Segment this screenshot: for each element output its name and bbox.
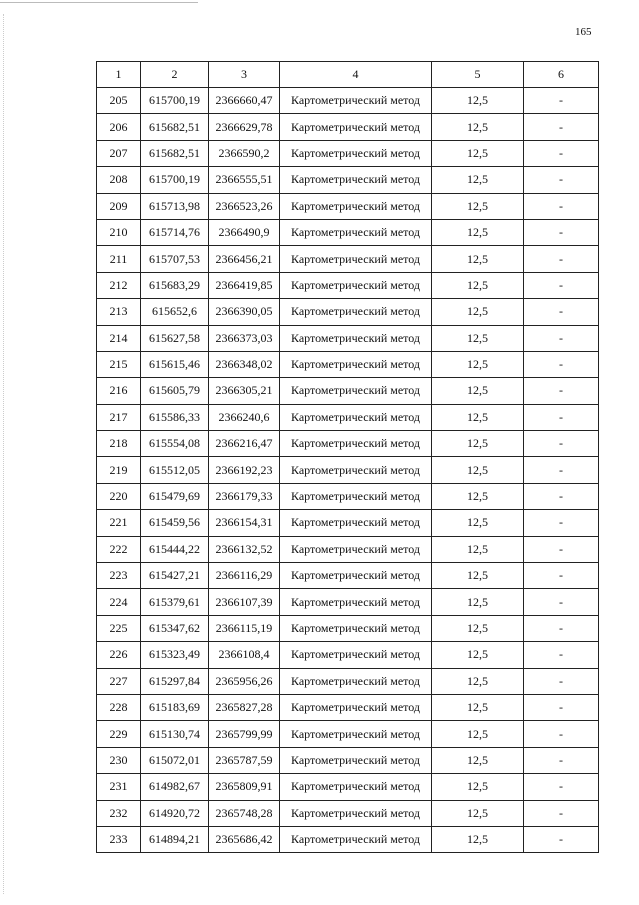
method-cell: Картометрический метод	[280, 510, 432, 536]
x-coordinate-cell: 615072,01	[141, 747, 209, 773]
column-header: 4	[280, 62, 432, 88]
table-row	[97, 642, 599, 668]
note-cell: -	[524, 721, 599, 747]
accuracy-cell: 12,5	[432, 747, 524, 773]
x-coordinate-cell: 615682,51	[141, 140, 209, 166]
accuracy-cell: 12,5	[432, 431, 524, 457]
x-coordinate-cell: 615347,62	[141, 615, 209, 641]
method-cell: Картометрический метод	[280, 299, 432, 325]
table-row	[97, 774, 599, 800]
y-coordinate-cell: 2365827,28	[209, 694, 280, 720]
accuracy-cell: 12,5	[432, 378, 524, 404]
x-coordinate-cell: 615615,46	[141, 351, 209, 377]
note-cell: -	[524, 88, 599, 114]
accuracy-cell: 12,5	[432, 140, 524, 166]
y-coordinate-cell: 2366555,51	[209, 167, 280, 193]
method-cell: Картометрический метод	[280, 193, 432, 219]
note-cell: -	[524, 668, 599, 694]
y-coordinate-cell: 2366419,85	[209, 272, 280, 298]
note-cell: -	[524, 774, 599, 800]
point-number-cell: 210	[97, 219, 141, 245]
y-coordinate-cell: 2366348,02	[209, 351, 280, 377]
table-row	[97, 246, 599, 272]
table-row	[97, 800, 599, 826]
x-coordinate-cell: 614982,67	[141, 774, 209, 800]
y-coordinate-cell: 2365748,28	[209, 800, 280, 826]
point-number-cell: 208	[97, 167, 141, 193]
x-coordinate-cell: 614920,72	[141, 800, 209, 826]
method-cell: Картометрический метод	[280, 800, 432, 826]
accuracy-cell: 12,5	[432, 694, 524, 720]
table-row	[97, 589, 599, 615]
note-cell: -	[524, 351, 599, 377]
point-number-cell: 206	[97, 114, 141, 140]
method-cell: Картометрический метод	[280, 563, 432, 589]
accuracy-cell: 12,5	[432, 246, 524, 272]
table-row	[97, 88, 599, 114]
table-row	[97, 431, 599, 457]
point-number-cell: 231	[97, 774, 141, 800]
note-cell: -	[524, 378, 599, 404]
point-number-cell: 221	[97, 510, 141, 536]
y-coordinate-cell: 2366115,19	[209, 615, 280, 641]
note-cell: -	[524, 483, 599, 509]
note-cell: -	[524, 272, 599, 298]
accuracy-cell: 12,5	[432, 826, 524, 852]
note-cell: -	[524, 431, 599, 457]
method-cell: Картометрический метод	[280, 272, 432, 298]
x-coordinate-cell: 615714,76	[141, 219, 209, 245]
x-coordinate-cell: 614894,21	[141, 826, 209, 852]
x-coordinate-cell: 615130,74	[141, 721, 209, 747]
point-number-cell: 205	[97, 88, 141, 114]
point-number-cell: 216	[97, 378, 141, 404]
x-coordinate-cell: 615700,19	[141, 167, 209, 193]
note-cell: -	[524, 404, 599, 430]
point-number-cell: 217	[97, 404, 141, 430]
y-coordinate-cell: 2365787,59	[209, 747, 280, 773]
point-number-cell: 232	[97, 800, 141, 826]
method-cell: Картометрический метод	[280, 826, 432, 852]
column-header: 5	[432, 62, 524, 88]
accuracy-cell: 12,5	[432, 167, 524, 193]
method-cell: Картометрический метод	[280, 325, 432, 351]
accuracy-cell: 12,5	[432, 483, 524, 509]
x-coordinate-cell: 615682,51	[141, 114, 209, 140]
method-cell: Картометрический метод	[280, 246, 432, 272]
accuracy-cell: 12,5	[432, 457, 524, 483]
method-cell: Картометрический метод	[280, 483, 432, 509]
note-cell: -	[524, 589, 599, 615]
method-cell: Картометрический метод	[280, 536, 432, 562]
table-row	[97, 668, 599, 694]
method-cell: Картометрический метод	[280, 747, 432, 773]
top-rule	[0, 2, 198, 3]
accuracy-cell: 12,5	[432, 563, 524, 589]
method-cell: Картометрический метод	[280, 114, 432, 140]
table-row	[97, 351, 599, 377]
accuracy-cell: 12,5	[432, 668, 524, 694]
accuracy-cell: 12,5	[432, 536, 524, 562]
accuracy-cell: 12,5	[432, 114, 524, 140]
point-number-cell: 219	[97, 457, 141, 483]
y-coordinate-cell: 2366132,52	[209, 536, 280, 562]
y-coordinate-cell: 2366390,05	[209, 299, 280, 325]
method-cell: Картометрический метод	[280, 615, 432, 641]
point-number-cell: 233	[97, 826, 141, 852]
x-coordinate-cell: 615652,6	[141, 299, 209, 325]
note-cell: -	[524, 167, 599, 193]
method-cell: Картометрический метод	[280, 589, 432, 615]
x-coordinate-cell: 615554,08	[141, 431, 209, 457]
note-cell: -	[524, 193, 599, 219]
y-coordinate-cell: 2366108,4	[209, 642, 280, 668]
note-cell: -	[524, 642, 599, 668]
x-coordinate-cell: 615683,29	[141, 272, 209, 298]
accuracy-cell: 12,5	[432, 642, 524, 668]
table-row	[97, 272, 599, 298]
x-coordinate-cell: 615605,79	[141, 378, 209, 404]
point-number-cell: 220	[97, 483, 141, 509]
column-header: 6	[524, 62, 599, 88]
table-row	[97, 826, 599, 852]
method-cell: Картометрический метод	[280, 404, 432, 430]
y-coordinate-cell: 2366456,21	[209, 246, 280, 272]
point-number-cell: 213	[97, 299, 141, 325]
table-row	[97, 615, 599, 641]
y-coordinate-cell: 2366216,47	[209, 431, 280, 457]
accuracy-cell: 12,5	[432, 404, 524, 430]
accuracy-cell: 12,5	[432, 510, 524, 536]
x-coordinate-cell: 615459,56	[141, 510, 209, 536]
note-cell: -	[524, 299, 599, 325]
table-row	[97, 114, 599, 140]
accuracy-cell: 12,5	[432, 88, 524, 114]
accuracy-cell: 12,5	[432, 193, 524, 219]
y-coordinate-cell: 2365809,91	[209, 774, 280, 800]
y-coordinate-cell: 2366490,9	[209, 219, 280, 245]
x-coordinate-cell: 615323,49	[141, 642, 209, 668]
point-number-cell: 225	[97, 615, 141, 641]
note-cell: -	[524, 536, 599, 562]
method-cell: Картометрический метод	[280, 219, 432, 245]
method-cell: Картометрический метод	[280, 642, 432, 668]
y-coordinate-cell: 2365956,26	[209, 668, 280, 694]
x-coordinate-cell: 615627,58	[141, 325, 209, 351]
table-row	[97, 457, 599, 483]
y-coordinate-cell: 2366154,31	[209, 510, 280, 536]
y-coordinate-cell: 2366305,21	[209, 378, 280, 404]
table-row	[97, 219, 599, 245]
x-coordinate-cell: 615183,69	[141, 694, 209, 720]
point-number-cell: 209	[97, 193, 141, 219]
column-header: 1	[97, 62, 141, 88]
page-number: 165	[575, 26, 592, 38]
method-cell: Картометрический метод	[280, 721, 432, 747]
note-cell: -	[524, 563, 599, 589]
note-cell: -	[524, 510, 599, 536]
y-coordinate-cell: 2366629,78	[209, 114, 280, 140]
y-coordinate-cell: 2366179,33	[209, 483, 280, 509]
x-coordinate-cell: 615427,21	[141, 563, 209, 589]
point-number-cell: 207	[97, 140, 141, 166]
method-cell: Картометрический метод	[280, 774, 432, 800]
note-cell: -	[524, 457, 599, 483]
accuracy-cell: 12,5	[432, 325, 524, 351]
coordinates-table	[96, 61, 599, 853]
column-header: 3	[209, 62, 280, 88]
note-cell: -	[524, 694, 599, 720]
table-row	[97, 140, 599, 166]
note-cell: -	[524, 615, 599, 641]
table-row	[97, 747, 599, 773]
point-number-cell: 227	[97, 668, 141, 694]
accuracy-cell: 12,5	[432, 721, 524, 747]
note-cell: -	[524, 325, 599, 351]
y-coordinate-cell: 2366192,23	[209, 457, 280, 483]
column-header: 2	[141, 62, 209, 88]
point-number-cell: 212	[97, 272, 141, 298]
point-number-cell: 222	[97, 536, 141, 562]
y-coordinate-cell: 2366523,26	[209, 193, 280, 219]
x-coordinate-cell: 615444,22	[141, 536, 209, 562]
point-number-cell: 224	[97, 589, 141, 615]
point-number-cell: 218	[97, 431, 141, 457]
x-coordinate-cell: 615707,53	[141, 246, 209, 272]
table-row	[97, 721, 599, 747]
y-coordinate-cell: 2365799,99	[209, 721, 280, 747]
table-row	[97, 510, 599, 536]
x-coordinate-cell: 615512,05	[141, 457, 209, 483]
y-coordinate-cell: 2366660,47	[209, 88, 280, 114]
point-number-cell: 215	[97, 351, 141, 377]
table-row	[97, 378, 599, 404]
y-coordinate-cell: 2366590,2	[209, 140, 280, 166]
method-cell: Картометрический метод	[280, 167, 432, 193]
table-row	[97, 483, 599, 509]
point-number-cell: 211	[97, 246, 141, 272]
note-cell: -	[524, 140, 599, 166]
method-cell: Картометрический метод	[280, 140, 432, 166]
method-cell: Картометрический метод	[280, 694, 432, 720]
method-cell: Картометрический метод	[280, 351, 432, 377]
y-coordinate-cell: 2366240,6	[209, 404, 280, 430]
accuracy-cell: 12,5	[432, 800, 524, 826]
table-row	[97, 404, 599, 430]
table-row	[97, 536, 599, 562]
method-cell: Картометрический метод	[280, 378, 432, 404]
table-row	[97, 299, 599, 325]
accuracy-cell: 12,5	[432, 219, 524, 245]
x-coordinate-cell: 615713,98	[141, 193, 209, 219]
y-coordinate-cell: 2366373,03	[209, 325, 280, 351]
table-row	[97, 563, 599, 589]
accuracy-cell: 12,5	[432, 299, 524, 325]
x-coordinate-cell: 615297,84	[141, 668, 209, 694]
x-coordinate-cell: 615379,61	[141, 589, 209, 615]
table-row	[97, 167, 599, 193]
note-cell: -	[524, 114, 599, 140]
y-coordinate-cell: 2366107,39	[209, 589, 280, 615]
x-coordinate-cell: 615700,19	[141, 88, 209, 114]
point-number-cell: 228	[97, 694, 141, 720]
x-coordinate-cell: 615586,33	[141, 404, 209, 430]
method-cell: Картометрический метод	[280, 88, 432, 114]
accuracy-cell: 12,5	[432, 589, 524, 615]
note-cell: -	[524, 219, 599, 245]
table-row	[97, 694, 599, 720]
note-cell: -	[524, 800, 599, 826]
table-row	[97, 193, 599, 219]
note-cell: -	[524, 747, 599, 773]
point-number-cell: 214	[97, 325, 141, 351]
method-cell: Картометрический метод	[280, 457, 432, 483]
accuracy-cell: 12,5	[432, 351, 524, 377]
accuracy-cell: 12,5	[432, 272, 524, 298]
point-number-cell: 226	[97, 642, 141, 668]
y-coordinate-cell: 2366116,29	[209, 563, 280, 589]
method-cell: Картометрический метод	[280, 668, 432, 694]
x-coordinate-cell: 615479,69	[141, 483, 209, 509]
table-row	[97, 325, 599, 351]
point-number-cell: 223	[97, 563, 141, 589]
note-cell: -	[524, 246, 599, 272]
accuracy-cell: 12,5	[432, 615, 524, 641]
point-number-cell: 230	[97, 747, 141, 773]
y-coordinate-cell: 2365686,42	[209, 826, 280, 852]
table-header-row	[97, 62, 599, 88]
margin-guide	[3, 14, 4, 894]
note-cell: -	[524, 826, 599, 852]
accuracy-cell: 12,5	[432, 774, 524, 800]
point-number-cell: 229	[97, 721, 141, 747]
method-cell: Картометрический метод	[280, 431, 432, 457]
